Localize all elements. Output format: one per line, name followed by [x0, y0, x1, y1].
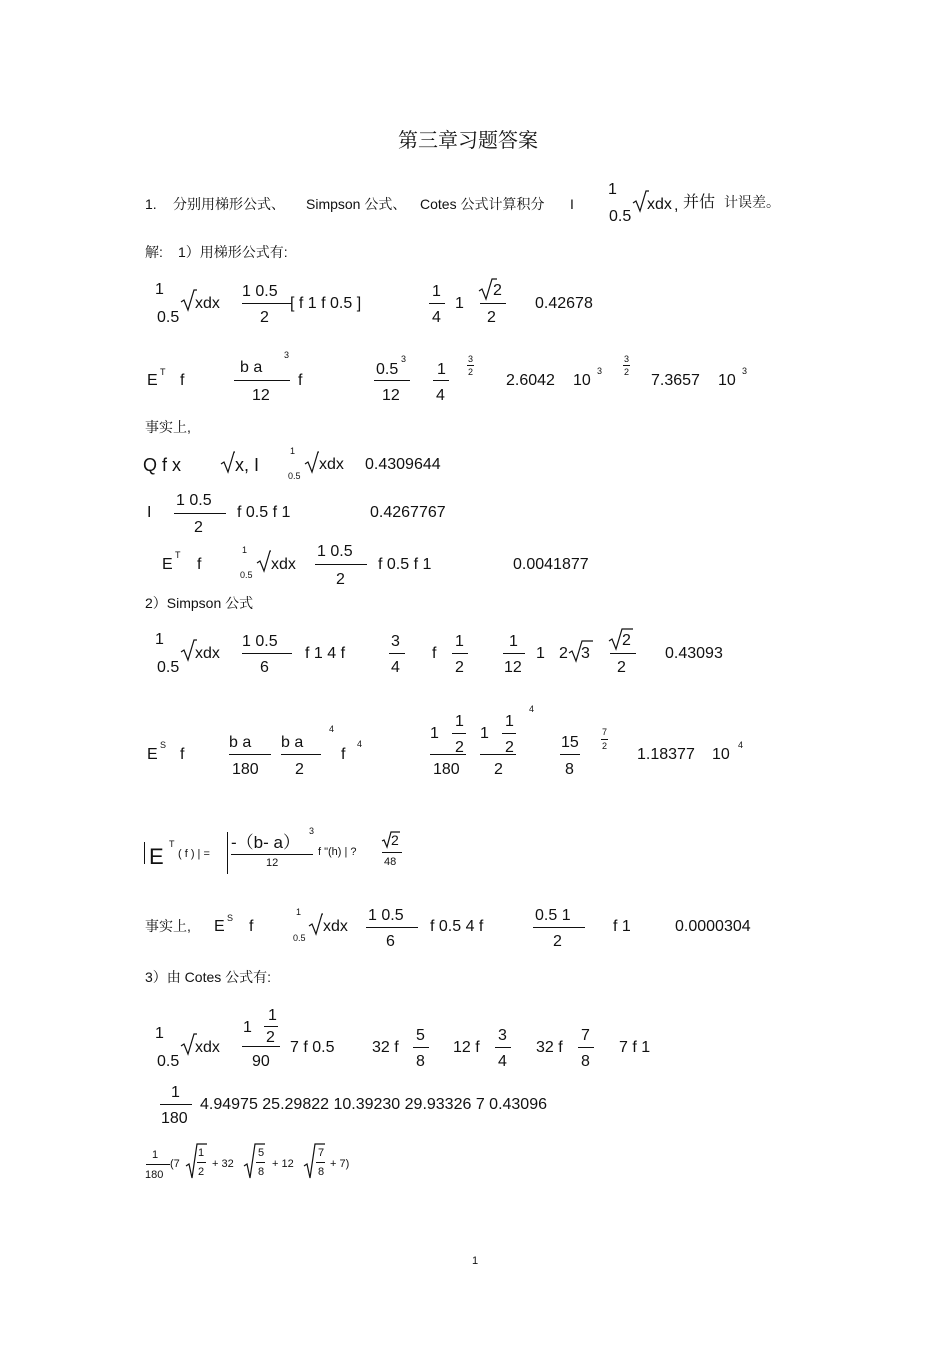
simp-q112-den: 12	[504, 659, 522, 676]
fraction-bar	[234, 380, 290, 381]
fact2-mid: f 0.5 4 f	[430, 918, 484, 935]
simp-q12-den: 2	[455, 659, 464, 676]
error-h-num: 0.5	[376, 361, 399, 378]
fraction-bar	[366, 927, 418, 928]
simp-exp4: 4	[329, 724, 335, 734]
fact2-m-den: 2	[553, 933, 562, 950]
abs-bar-left-2	[227, 832, 228, 874]
fraction-bar	[430, 754, 466, 755]
sqrt-icon	[305, 452, 319, 474]
sqrt-icon	[609, 629, 623, 651]
abs-e: E	[149, 844, 164, 869]
last-den: 180	[145, 1169, 164, 1181]
error-f: f	[180, 372, 185, 389]
error-h-den: 12	[382, 387, 400, 404]
question-text-b: Simpson 公式、	[306, 196, 407, 212]
simp-err-ten-exp: 4	[738, 740, 744, 750]
cotes-t2: 32 f	[372, 1039, 399, 1056]
last-s1-d: 2	[198, 1166, 205, 1178]
error-ten-1: 10	[573, 372, 591, 389]
fact-e: E	[162, 556, 173, 573]
fact-xi: x, I	[235, 455, 260, 475]
simp-ba2-den: 2	[295, 761, 304, 778]
trap-upper: 1	[155, 281, 164, 298]
simp-exp72-n: 7	[602, 727, 608, 737]
simp-ba2-num: b a	[281, 734, 304, 751]
error-ba-num: b a	[240, 359, 263, 376]
simp-upper: 1	[155, 631, 164, 648]
integral-upper-limit: 1	[608, 181, 617, 198]
fact2-upper: 1	[296, 907, 302, 917]
integral-lower-limit: 0.5	[609, 208, 632, 225]
fraction-bar	[264, 1026, 278, 1027]
trap-integrand: xdx	[195, 295, 220, 312]
integrand: xdx	[647, 196, 672, 213]
error-value-1: 2.6042	[506, 372, 555, 389]
part3-heading: 3）由 Cotes 公式有:	[145, 969, 272, 985]
fraction-bar	[503, 653, 525, 654]
cotes-f78-d: 8	[581, 1053, 590, 1070]
question-number: 1.	[145, 196, 157, 212]
fact-value: 0.4309644	[365, 456, 441, 473]
trap-q-num: 1	[432, 283, 441, 300]
last-c: + 12	[272, 1158, 294, 1170]
simp-e: E	[147, 746, 158, 763]
fact-e-f: f	[197, 556, 202, 573]
cotes-t1: 7 f 0.5	[290, 1039, 335, 1056]
simp-result: 0.43093	[665, 645, 723, 662]
cotes-t3: 12 f	[453, 1039, 480, 1056]
sqrt-icon	[181, 1034, 195, 1056]
fact-i: I	[147, 504, 152, 521]
fraction-bar	[197, 1162, 206, 1163]
abs-e-sup: T	[169, 839, 175, 849]
cotes-frac-den: 90	[252, 1053, 270, 1070]
fraction-bar	[623, 365, 630, 366]
cotes-small-num: 1	[268, 1007, 277, 1024]
simp-sqrt2-den: 2	[617, 659, 626, 676]
fraction-bar	[242, 1046, 280, 1047]
error-exp2-d: 2	[624, 367, 630, 377]
page-number: 1	[472, 1255, 479, 1267]
error-value-2: 7.3657	[651, 372, 700, 389]
abs-exp3: 3	[309, 826, 315, 836]
sqrt-icon	[181, 640, 195, 662]
simp-n3: 1	[505, 713, 514, 730]
fact-q: Q f x	[143, 455, 182, 475]
simp-f1: f 1 4 f	[305, 645, 346, 662]
fact-label: 事实上,	[145, 419, 191, 435]
simp-n1: 1	[455, 713, 464, 730]
fraction-bar	[242, 653, 292, 654]
fact-e-sup: T	[175, 550, 181, 560]
cotes-f34-n: 3	[498, 1027, 507, 1044]
simp-ba1-num: b a	[229, 734, 252, 751]
fact2-tail: f 1	[613, 918, 631, 935]
trap-sqrt2: 2	[493, 282, 502, 299]
error-q-den: 4	[436, 387, 445, 404]
simp-q112-num: 1	[509, 633, 518, 650]
fact-e-integrand: xdx	[271, 556, 296, 573]
cotes-t4: 32 f	[536, 1039, 563, 1056]
fact-e-frac-num: 1 0.5	[317, 543, 353, 560]
error-q-num: 1	[437, 361, 446, 378]
trap-lower: 0.5	[157, 309, 180, 326]
last-s2-d: 8	[258, 1166, 265, 1178]
abs-tail: f "(h) | ?	[318, 846, 357, 858]
cotes-values: 4.94975 25.29822 10.39230 29.93326 7 0.43096	[200, 1096, 547, 1113]
integral-symbol-i: I	[570, 196, 574, 212]
simp-ba1-den: 180	[232, 761, 259, 778]
last-s2-n: 5	[258, 1147, 265, 1159]
cotes-small-den: 2	[266, 1029, 275, 1046]
sqrt-icon	[304, 1144, 316, 1180]
cotes-f78-n: 7	[581, 1027, 590, 1044]
fraction-bar	[560, 754, 580, 755]
fraction-bar	[231, 854, 313, 855]
fraction-bar	[610, 653, 636, 654]
cotes-r-num: 1	[171, 1084, 180, 1101]
fraction-bar	[480, 754, 516, 755]
fact2-lower: 0.5	[293, 933, 306, 943]
error-e: E	[147, 372, 158, 389]
fact-e-tail: f 0.5 f 1	[378, 556, 432, 573]
abs-e-f: ( f ) | =	[178, 848, 210, 860]
fact-e-upper: 1	[242, 545, 248, 555]
question-text-d: 并估	[683, 194, 716, 211]
fraction-bar	[315, 564, 367, 565]
simp-e-sup: S	[160, 740, 167, 750]
cotes-frac-top: 1	[243, 1019, 252, 1036]
solution-label: 解:	[145, 244, 163, 260]
error-ten-1-exp: 3	[597, 366, 603, 376]
fact2-m-num: 0.5 1	[535, 907, 571, 924]
error-f2: f	[298, 372, 303, 389]
sqrt-icon	[221, 452, 235, 474]
simp-n15: 15	[561, 734, 579, 751]
error-exp-n: 3	[468, 354, 474, 364]
simp-d180: 180	[433, 761, 460, 778]
simp-integrand: xdx	[195, 645, 220, 662]
fact2-integrand: xdx	[323, 918, 348, 935]
fraction-bar	[452, 733, 466, 734]
simp-exp4-big: 4	[529, 704, 535, 714]
fraction-bar	[146, 1164, 170, 1165]
simp-one: 1	[536, 645, 545, 662]
simp-n2: 1	[430, 725, 439, 742]
fraction-bar	[480, 303, 506, 304]
cotes-upper: 1	[155, 1025, 164, 1042]
simp-d2: 2	[494, 761, 503, 778]
simp-n1-den: 2	[455, 739, 464, 756]
fraction-bar	[229, 754, 271, 755]
error-h-exp: 3	[401, 354, 407, 364]
trap-frac-den: 2	[260, 309, 269, 326]
error-ten-2: 10	[718, 372, 736, 389]
fraction-bar	[316, 1162, 325, 1163]
simp-frac-den: 6	[260, 659, 269, 676]
abs-den: 12	[266, 857, 279, 869]
fraction-bar	[389, 653, 405, 654]
fact-frac-den: 2	[194, 519, 203, 536]
cotes-lower: 0.5	[157, 1053, 180, 1070]
fraction-bar	[502, 733, 516, 734]
fact-frac-num: 1 0.5	[176, 492, 212, 509]
fact2-label: 事实上,	[145, 918, 191, 934]
fraction-bar	[256, 1162, 265, 1163]
fraction-bar	[467, 365, 474, 366]
last-num: 1	[152, 1149, 159, 1161]
fact-lower: 0.5	[288, 471, 301, 481]
last-s1-n: 1	[198, 1147, 205, 1159]
fact-e-frac-den: 2	[336, 571, 345, 588]
trap-one: 1	[455, 295, 464, 312]
abs-r-den: 48	[384, 856, 397, 868]
part2-heading: 2）Simpson 公式	[145, 595, 254, 611]
fraction-bar	[242, 303, 292, 304]
last-s3-n: 7	[318, 1147, 325, 1159]
error-exp3: 3	[284, 350, 290, 360]
fraction-bar	[495, 1047, 511, 1048]
simp-f4: f	[341, 746, 346, 763]
simp-e-f: f	[180, 746, 185, 763]
comma: ,	[674, 197, 679, 214]
fact-e-lower: 0.5	[240, 570, 253, 580]
fraction-bar	[374, 380, 410, 381]
sqrt-icon	[633, 191, 647, 213]
last-b: + 32	[212, 1158, 234, 1170]
fraction-bar	[174, 513, 226, 514]
cotes-r-den: 180	[161, 1110, 188, 1127]
error-ba-den: 12	[252, 387, 270, 404]
question-text-e: 计误差。	[724, 194, 780, 210]
cotes-f58-n: 5	[416, 1027, 425, 1044]
error-e-sup: T	[160, 367, 166, 377]
fraction-bar	[452, 653, 468, 654]
fraction-bar	[601, 739, 608, 740]
simp-sqrt3: 3	[581, 645, 590, 662]
simp-d8: 8	[565, 761, 574, 778]
fact2-value: 0.0000304	[675, 918, 751, 935]
fact-e-value: 0.0041877	[513, 556, 589, 573]
simp-n4: 1	[480, 725, 489, 742]
fraction-bar	[533, 927, 585, 928]
last-e: + 7)	[330, 1158, 350, 1170]
simp-q34-den: 4	[391, 659, 400, 676]
error-ten-2-exp: 3	[742, 366, 748, 376]
fact-integrand: xdx	[319, 456, 344, 473]
last-a: (7	[170, 1158, 180, 1170]
abs-r-num: 2	[391, 832, 399, 848]
abs-bar-left	[144, 842, 145, 864]
fraction-bar	[281, 754, 321, 755]
fraction-bar	[160, 1104, 192, 1105]
part1-heading: 1）用梯形公式有:	[178, 244, 288, 260]
trap-frac-num: 1 0.5	[242, 283, 278, 300]
sqrt-icon	[181, 290, 195, 312]
fraction-bar	[413, 1047, 429, 1048]
simp-err-value: 1.18377	[637, 746, 695, 763]
simp-err-ten: 10	[712, 746, 730, 763]
error-exp-d: 2	[468, 367, 474, 377]
fact-value-2: 0.4267767	[370, 504, 446, 521]
fact2-frac-num: 1 0.5	[368, 907, 404, 924]
error-exp2-n: 3	[624, 354, 630, 364]
fraction-bar	[578, 1047, 594, 1048]
fraction-bar	[382, 852, 402, 853]
fact2-e-f: f	[249, 918, 254, 935]
trap-sqrt2-den: 2	[487, 309, 496, 326]
cotes-integrand: xdx	[195, 1039, 220, 1056]
simp-sqrt2: 2	[622, 632, 631, 649]
simp-exp4b: 4	[357, 739, 363, 749]
last-s3-d: 8	[318, 1166, 325, 1178]
cotes-f34-d: 4	[498, 1053, 507, 1070]
sqrt-icon	[257, 551, 271, 573]
fraction-bar	[429, 303, 445, 304]
simp-lower: 0.5	[157, 659, 180, 676]
fact-mid: f 0.5 f 1	[237, 504, 291, 521]
question-text-a: 分别用梯形公式、	[173, 196, 285, 212]
simp-q34-num: 3	[391, 633, 400, 650]
cotes-t5: 7 f 1	[619, 1039, 651, 1056]
cotes-f58-d: 8	[416, 1053, 425, 1070]
fraction-bar	[433, 380, 449, 381]
simp-exp72-d: 2	[602, 741, 608, 751]
trap-result: 0.42678	[535, 295, 593, 312]
fact-upper: 1	[290, 446, 296, 456]
simp-n3-den: 2	[505, 739, 514, 756]
abs-num: -（b- a）	[231, 833, 300, 852]
question-text-c: Cotes 公式计算积分	[420, 196, 545, 212]
fact2-e: E	[214, 918, 225, 935]
trap-bracket: [ f 1 f 0.5 ]	[290, 295, 362, 312]
simp-q12-num: 1	[455, 633, 464, 650]
fact2-e-sup: S	[227, 913, 234, 923]
simp-f2: f	[432, 645, 437, 662]
sqrt-icon	[244, 1144, 256, 1180]
fact2-frac-den: 6	[386, 933, 395, 950]
page-title: 第三章习题答案	[398, 130, 538, 152]
trap-q-den: 4	[432, 309, 441, 326]
sqrt-icon	[479, 279, 493, 301]
simp-frac-num: 1 0.5	[242, 633, 278, 650]
sqrt-icon	[309, 914, 323, 936]
simp-two: 2	[559, 645, 568, 662]
